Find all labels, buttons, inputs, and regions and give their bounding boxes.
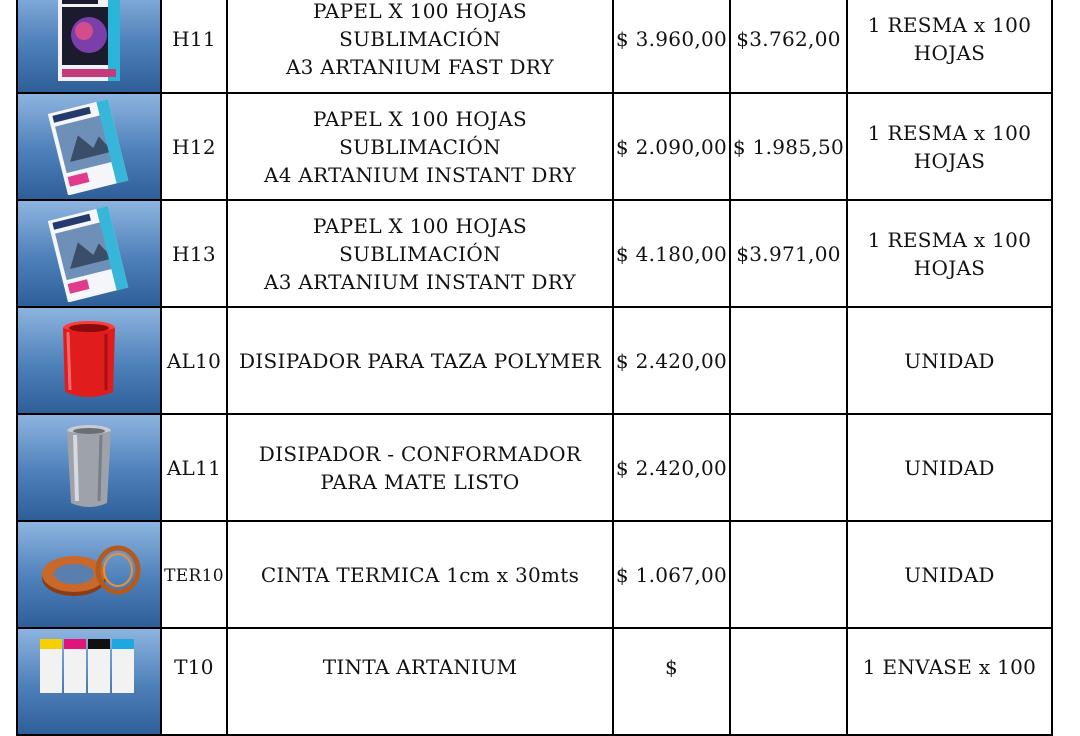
- product-description-cell: PAPEL X 100 HOJAS SUBLIMACIÓN A3 ARTANIUM INSTANT DRY: [227, 200, 613, 307]
- product-description-cell: PAPEL X 100 HOJAS SUBLIMACIÓN A3 ARTANIUM FAST DRY: [227, 0, 613, 93]
- unit-cell: 1 RESMA x 100 HOJAS: [847, 0, 1052, 93]
- unit-cell: UNIDAD: [847, 414, 1052, 521]
- artanium-fast-dry-paper-pack-icon: [44, 0, 134, 85]
- product-description-cell: PAPEL X 100 HOJAS SUBLIMACIÓN A4 ARTANIUM INSTANT DRY: [227, 93, 613, 200]
- product-price-table: [16, 0, 1053, 736]
- product-code-cell: H13: [161, 200, 227, 307]
- price-cell: $ 2.420,00: [613, 414, 730, 521]
- product-image-cell: [17, 200, 161, 307]
- table-row: [17, 307, 1052, 414]
- product-image-cell: [17, 628, 161, 735]
- product-code-cell: TER10: [161, 521, 227, 628]
- discount-price-cell: [730, 521, 847, 628]
- table-row: [17, 0, 1052, 93]
- price-cell: $ 4.180,00: [613, 200, 730, 307]
- price-cell: $ 1.067,00: [613, 521, 730, 628]
- product-description-cell: DISIPADOR - CONFORMADOR PARA MATE LISTO: [227, 414, 613, 521]
- product-description-cell: CINTA TERMICA 1cm x 30mts: [227, 521, 613, 628]
- artanium-instant-dry-paper-pack-icon: [39, 99, 139, 195]
- product-image-cell: [17, 0, 161, 93]
- product-description-cell: DISIPADOR PARA TAZA POLYMER: [227, 307, 613, 414]
- unit-cell: 1 RESMA x 100 HOJAS: [847, 93, 1052, 200]
- discount-price-cell: [730, 307, 847, 414]
- price-cell: $ 2.090,00: [613, 93, 730, 200]
- discount-price-cell: [730, 414, 847, 521]
- discount-price-cell: [730, 628, 847, 735]
- price-cell: $ 2.420,00: [613, 307, 730, 414]
- product-code-cell: AL11: [161, 414, 227, 521]
- discount-price-cell: $ 1.985,50: [730, 93, 847, 200]
- unit-cell: 1 ENVASE x 100: [847, 628, 1052, 735]
- red-silicone-mug-clamp-icon: [54, 318, 124, 404]
- table-row: [17, 93, 1052, 200]
- product-description-cell: TINTA ARTANIUM: [227, 628, 613, 735]
- metal-mate-shaper-icon: [59, 423, 119, 513]
- product-code-cell: H11: [161, 0, 227, 93]
- product-image-cell: [17, 521, 161, 628]
- unit-cell: UNIDAD: [847, 521, 1052, 628]
- table-row: [17, 414, 1052, 521]
- product-code-cell: H12: [161, 93, 227, 200]
- product-image-cell: [17, 93, 161, 200]
- price-cell: $: [613, 628, 730, 735]
- ink-bottles-icon: [34, 633, 144, 693]
- artanium-instant-dry-paper-pack-icon: [39, 206, 139, 302]
- table-row: [17, 628, 1052, 735]
- discount-price-cell: $3.762,00: [730, 0, 847, 93]
- unit-cell: UNIDAD: [847, 307, 1052, 414]
- product-image-cell: [17, 307, 161, 414]
- price-cell: $ 3.960,00: [613, 0, 730, 93]
- product-code-cell: T10: [161, 628, 227, 735]
- table-row: [17, 521, 1052, 628]
- thermal-tape-roll-icon: [34, 540, 144, 610]
- table-row: [17, 200, 1052, 307]
- discount-price-cell: $3.971,00: [730, 200, 847, 307]
- product-image-cell: [17, 414, 161, 521]
- unit-cell: 1 RESMA x 100 HOJAS: [847, 200, 1052, 307]
- product-code-cell: AL10: [161, 307, 227, 414]
